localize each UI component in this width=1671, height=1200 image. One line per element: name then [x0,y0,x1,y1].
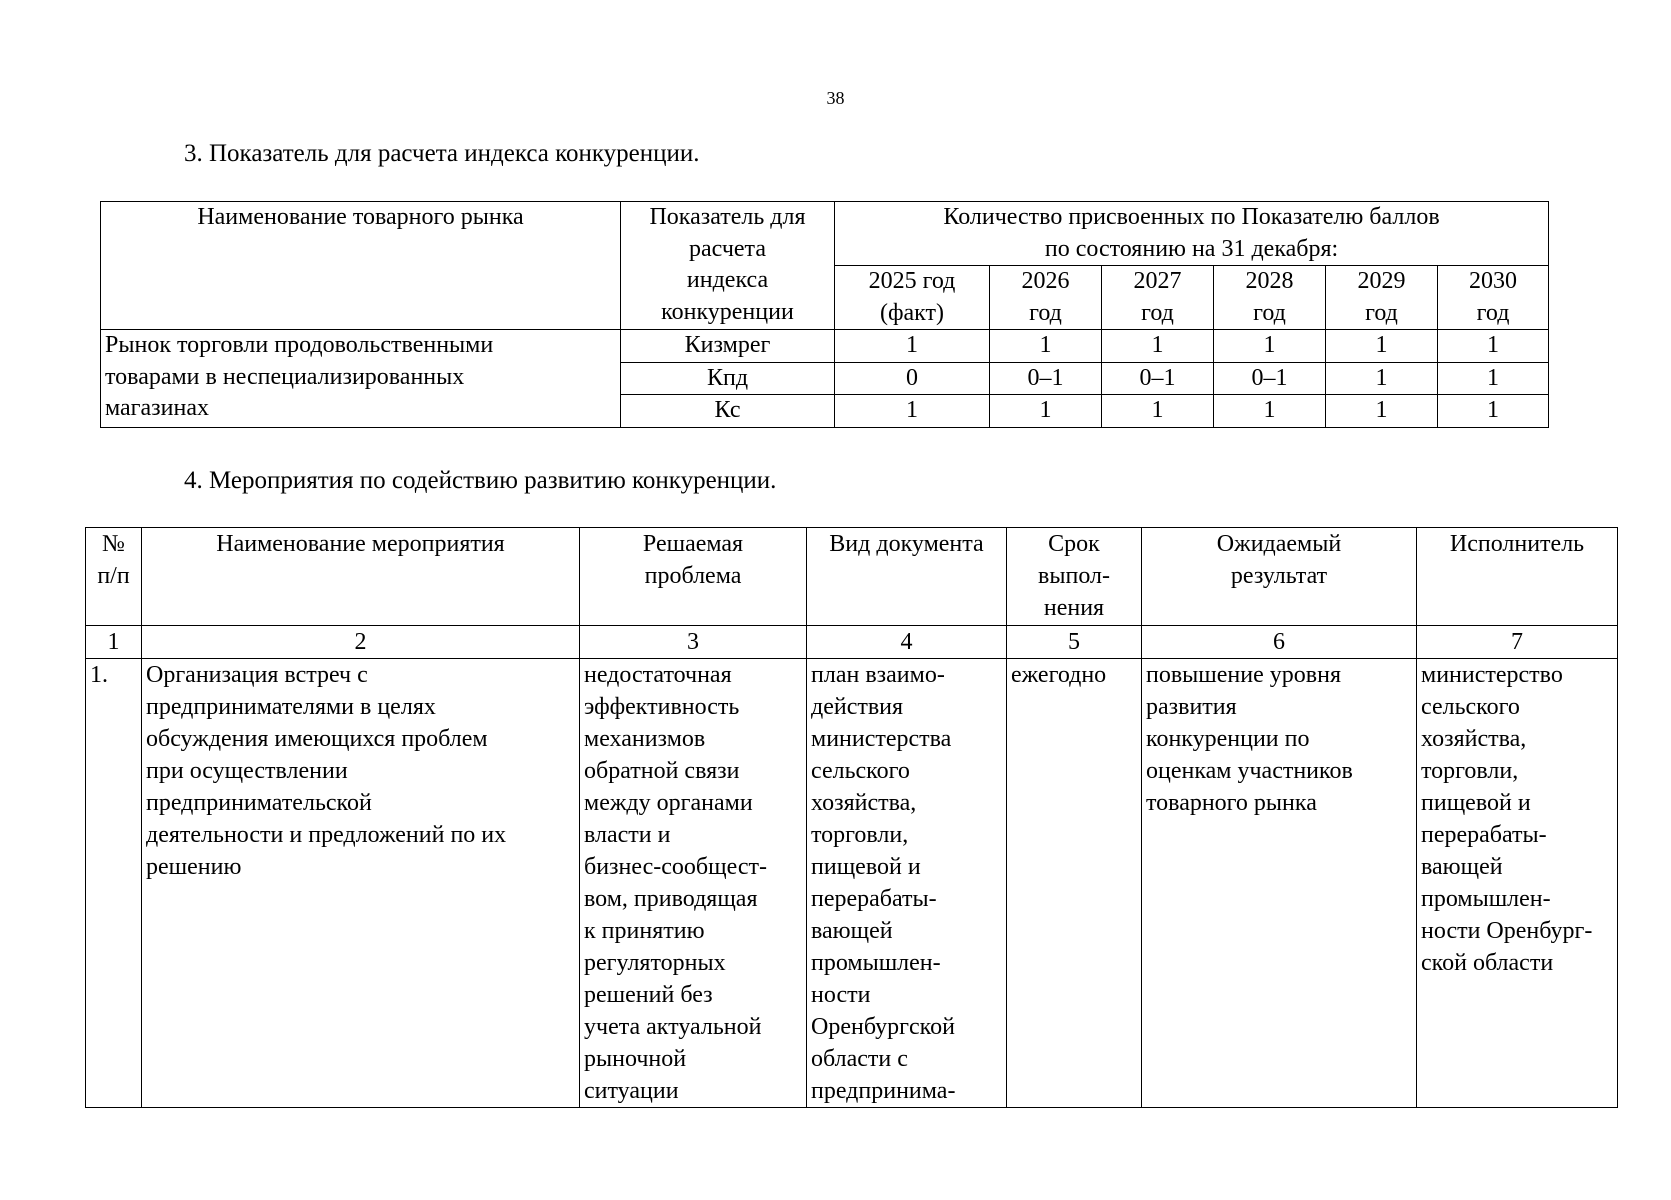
column-number: 7 [1417,626,1618,659]
value-cell: 1 [1214,330,1326,363]
indicator-cell: Кизмрег [621,330,835,363]
column-number: 3 [580,626,807,659]
value-cell: 1 [1326,330,1438,363]
term: ежегодно [1007,659,1142,1108]
value-cell: 1 [1102,330,1214,363]
value-cell: 1 [835,395,990,428]
header-indicator: Показатель для расчета индекса конкуренции [621,202,835,330]
section-4-title: 4. Мероприятия по содействию развитию конкуренции. [184,467,777,494]
column-number-row [86,626,1618,659]
header-year-2029: 2029 год [1326,266,1438,330]
indicator-cell: Кс [621,395,835,428]
header-expected-result: Ожидаемый результат [1142,528,1417,626]
value-cell: 1 [1102,395,1214,428]
header-year-2027: 2027 год [1102,266,1214,330]
header-year-2030: 2030 год [1438,266,1549,330]
column-number: 5 [1007,626,1142,659]
table-row [86,659,1618,1108]
row-number: 1. [86,659,142,1108]
header-measure-name: Наименование мероприятия [142,528,580,626]
header-year-2025: 2025 год (факт) [835,266,990,330]
value-cell: 0–1 [990,362,1102,395]
header-executor: Исполнитель [1417,528,1618,626]
section-3-title: 3. Показатель для расчета индекса конкуренции. [184,140,700,167]
competition-index-table [100,201,1549,428]
executor: министерство сельского хозяйства, торговли, пищевой и перерабаты- вающей промышлен- ности Оренбург- ской области [1417,659,1618,1108]
market-name: Рынок торговли продовольственными товарами в неспециализированных магазинах [101,330,621,428]
header-term: Срок выпол- нения [1007,528,1142,626]
value-cell: 1 [1326,395,1438,428]
value-cell: 1 [1214,395,1326,428]
value-cell: 1 [1438,362,1549,395]
value-cell: 0–1 [1102,362,1214,395]
measure-name: Организация встреч с предпринимателями в целях обсуждения имеющихся проблем при осуществлении предпринимательской деятельности и предложений по их решению [142,659,580,1108]
header-document-type: Вид документа [807,528,1007,626]
value-cell: 1 [1438,330,1549,363]
value-cell: 1 [835,330,990,363]
value-cell: 0–1 [1214,362,1326,395]
header-market: Наименование товарного рынка [101,202,621,330]
header-points: Количество присвоенных по Показателю баллов по состоянию на 31 декабря: [835,202,1549,266]
problem-description: недостаточная эффективность механизмов обратной связи между органами власти и бизнес-сообщест- вом, приводящая к принятию регуляторных решений без учета актуальной рыночной ситуации [580,659,807,1108]
document-type: план взаимо- действия министерства сельского хозяйства, торговли, пищевой и перерабаты- вающей промышлен- ности Оренбургской области с предпринима- [807,659,1007,1108]
table-row [101,330,1549,363]
expected-result: повышение уровня развития конкуренции по оценкам участников товарного рынка [1142,659,1417,1108]
value-cell: 1 [990,330,1102,363]
value-cell: 1 [990,395,1102,428]
indicator-cell: Кпд [621,362,835,395]
column-number: 4 [807,626,1007,659]
header-number: № п/п [86,528,142,626]
column-number: 2 [142,626,580,659]
header-year-2026: 2026 год [990,266,1102,330]
measures-table [85,527,1618,1108]
value-cell: 1 [1326,362,1438,395]
page-number: 38 [826,88,845,108]
header-year-2028: 2028 год [1214,266,1326,330]
header-problem: Решаемая проблема [580,528,807,626]
value-cell: 1 [1438,395,1549,428]
column-number: 1 [86,626,142,659]
value-cell: 0 [835,362,990,395]
column-number: 6 [1142,626,1417,659]
